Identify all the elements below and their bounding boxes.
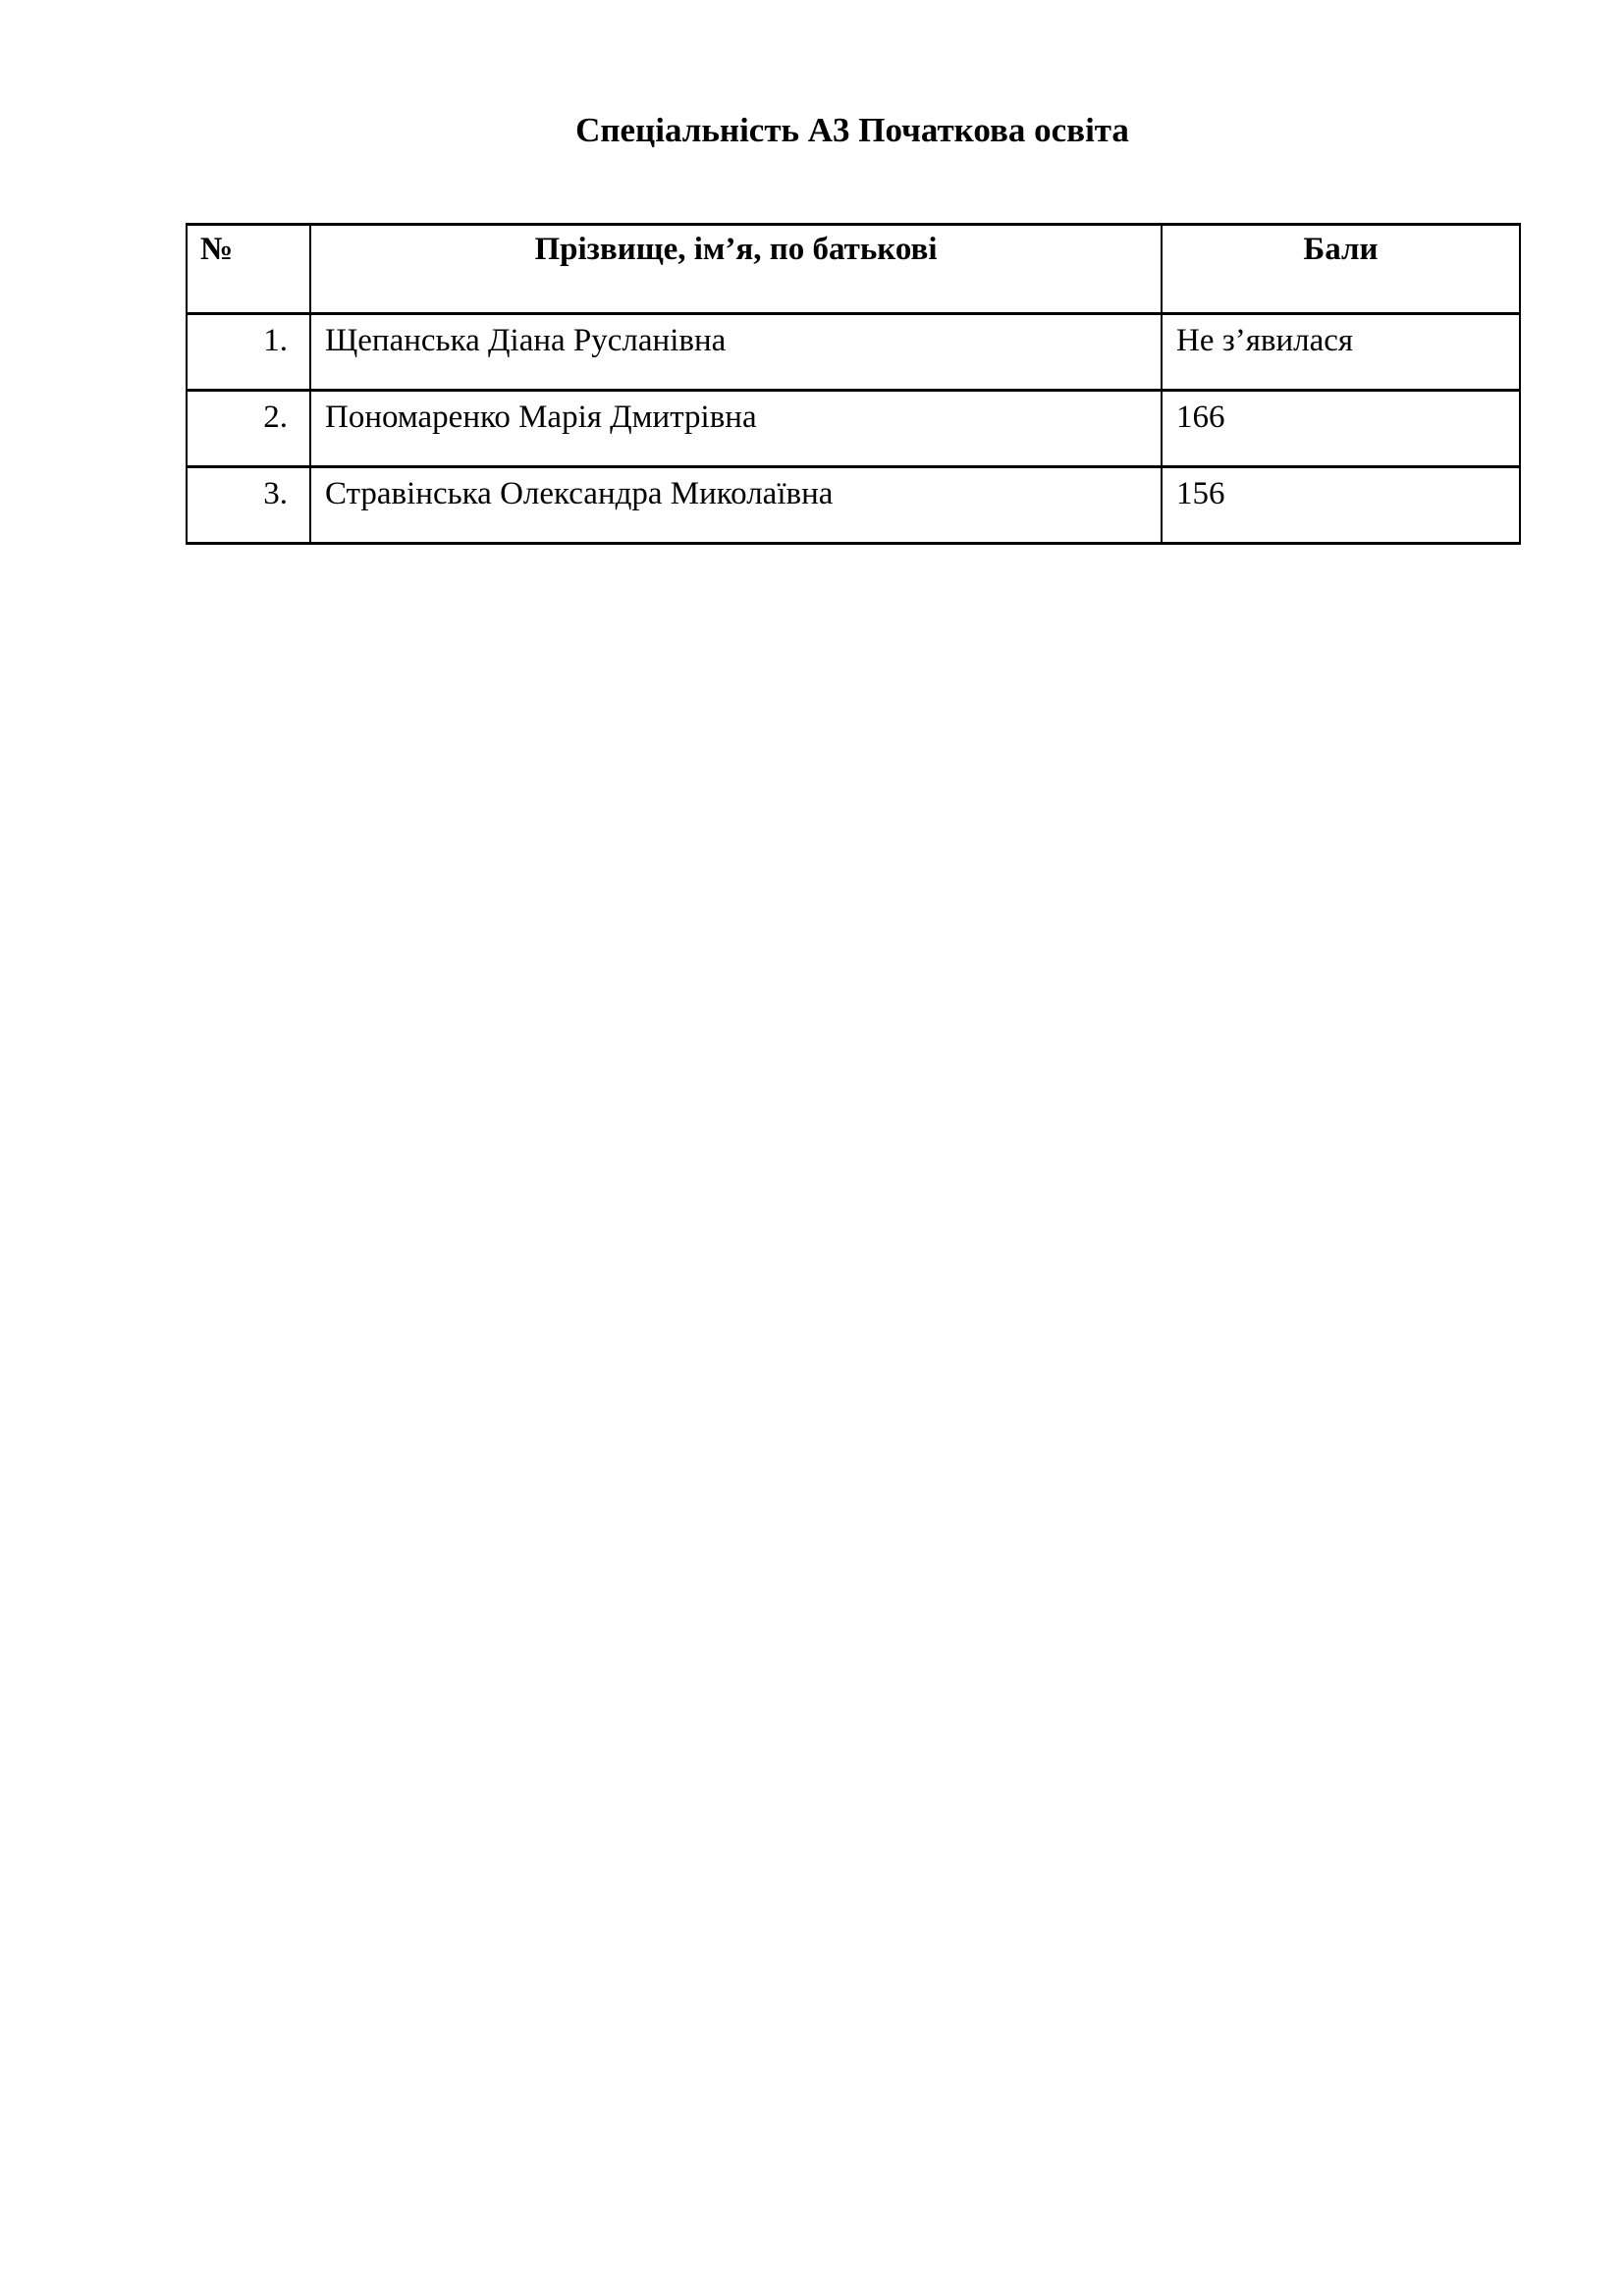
student-name-cell: Щепанська Діана Русланівна bbox=[310, 314, 1162, 391]
table-body bbox=[187, 314, 1520, 544]
row-number-cell: 3. bbox=[187, 467, 310, 544]
score-cell: 166 bbox=[1162, 391, 1520, 467]
table-row bbox=[187, 467, 1520, 544]
table-row bbox=[187, 314, 1520, 391]
student-name-cell: Пономаренко Марія Дмитрівна bbox=[310, 391, 1162, 467]
student-name-cell: Стравінська Олександра Миколаївна bbox=[310, 467, 1162, 544]
row-number-cell: 2. bbox=[187, 391, 310, 467]
row-number-cell: 1. bbox=[187, 314, 310, 391]
score-cell: 156 bbox=[1162, 467, 1520, 544]
table-header-row bbox=[187, 225, 1520, 314]
header-full-name: Прізвище, ім’я, по батькові bbox=[310, 225, 1162, 314]
header-number: № bbox=[187, 225, 310, 314]
score-cell: Не з’явилася bbox=[1162, 314, 1520, 391]
header-score: Бали bbox=[1162, 225, 1520, 314]
page-title: Спеціальність А3 Початкова освіта bbox=[575, 111, 1129, 149]
results-table bbox=[186, 223, 1521, 545]
table-row bbox=[187, 391, 1520, 467]
